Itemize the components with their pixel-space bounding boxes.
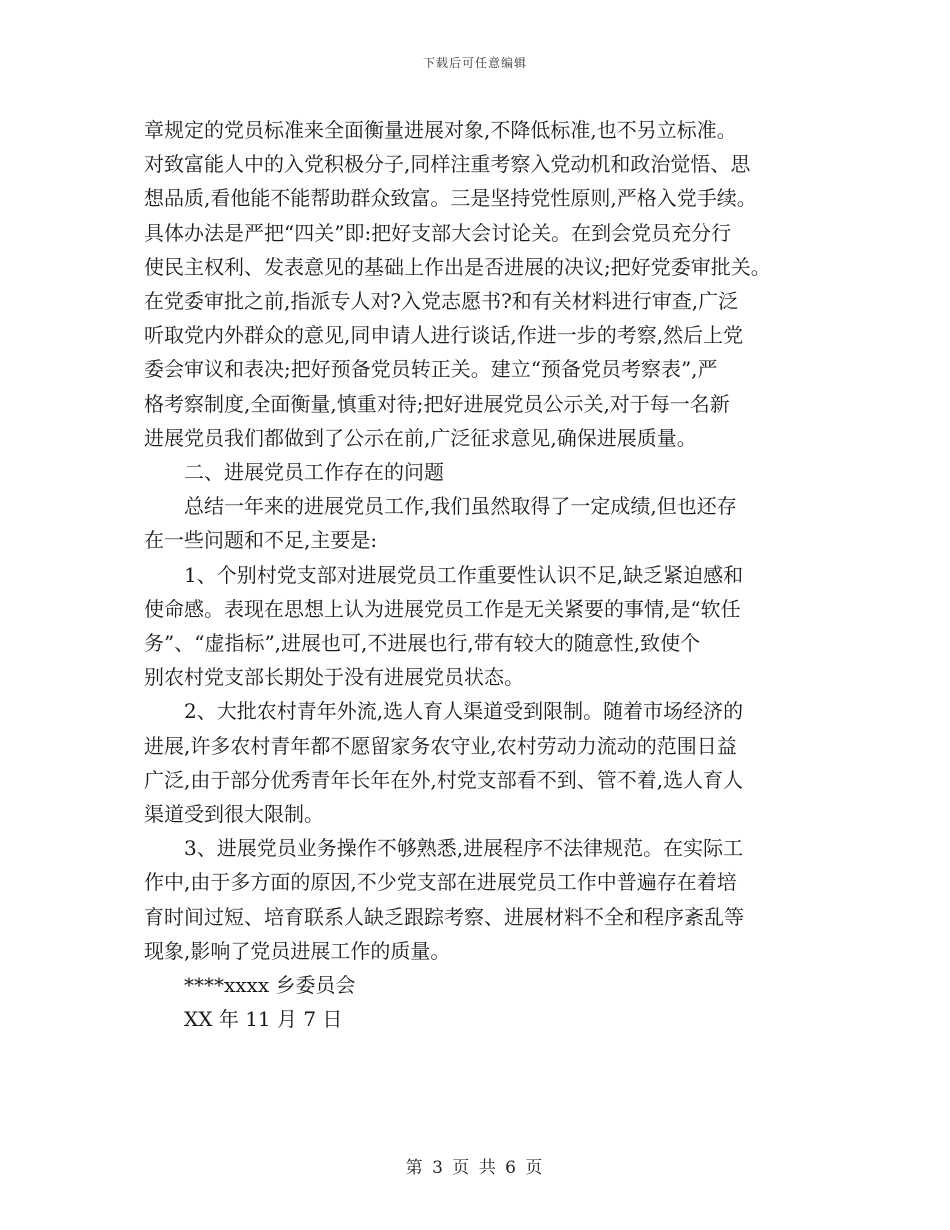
body-line: 总结一年来的进展党员工作,我们虽然取得了一定成绩,但也还存 [144, 494, 737, 519]
body-line: 在党委审批之前,指派专人对?入党志愿书?和有关材料进行审查,广泛 [144, 289, 739, 314]
body-line: 现象,影响了党员进展工作的质量。 [144, 938, 451, 963]
signature-org: ****xxxx 乡委员会 [144, 973, 356, 998]
body-line: 1、个别村党支部对进展党员工作重要性认识不足,缺乏紧迫感和 [144, 562, 744, 587]
body-line: 委会审议和表决;把好预备党员转正关。建立“预备党员考察表”,严 [144, 357, 718, 382]
body-line: 具体办法是严把“四关”即:把好支部大会讨论关。在到会党员充分行 [144, 220, 732, 245]
body-line: 进展,许多农村青年都不愿留家务农守业,农村劳动力流动的范围日益 [144, 733, 737, 758]
body-line: 广泛,由于部分优秀青年长年在外,村党支部看不到、管不着,选人育人 [144, 767, 744, 792]
body-line: 使民主权利、发表意见的基础上作出是否进展的决议;把好党委审批关。 [144, 254, 771, 279]
signature-date: XX 年 11 月 7 日 [144, 1007, 343, 1032]
body-line: 2、大批农村青年外流,选人育人渠道受到限制。随着市场经济的 [144, 699, 744, 724]
body-line: 作中,由于多方面的原因,不少党支部在进展党员工作中普遍存在着培 [144, 870, 737, 895]
body-line: 别农村党支部长期处于没有进展党员状态。 [144, 665, 524, 690]
body-line: 格考察制度,全面衡量,慎重对待;把好进展党员公示关,对于每一名新 [144, 391, 730, 416]
body-line: 章规定的党员标准来全面衡量进展对象,不降低标准,也不另立标准。 [144, 118, 737, 142]
document-body [144, 113, 816, 1036]
body-line: 在一些问题和不足,主要是: [144, 528, 378, 553]
page-number: 第 3 页 共 6 页 [405, 1158, 545, 1178]
section-heading: 二、进展党员工作存在的问题 [144, 460, 444, 485]
body-line: 进展党员我们都做到了公示在前,广泛征求意见,确保进展质量。 [144, 425, 697, 450]
body-line: 育时间过短、培育联系人缺乏跟踪考察、进展材料不全和程序紊乱等 [144, 904, 744, 929]
body-line: 想品质,看他能不能帮助群众致富。三是坚持党性原则,严格入党手续。 [144, 186, 757, 211]
body-line: 渠道受到很大限制。 [144, 802, 324, 827]
body-line: 3、进展党员业务操作不够熟悉,进展程序不法律规范。在实际工 [144, 836, 744, 861]
body-line: 对致富能人中的入党积极分子,同样注重考察入党动机和政治觉悟、思 [144, 152, 751, 177]
body-line: 务”、“虚指标”,进展也可,不进展也行,带有较大的随意性,致使个 [144, 631, 701, 656]
body-line: 使命感。表现在思想上认为进展党员工作是无关紧要的事情,是“软任 [144, 596, 741, 621]
body-line: 听取党内外群众的意见,同申请人进行谈话,作进一步的考察,然后上党 [144, 323, 744, 348]
page-header: 下载后可任意编辑 [422, 56, 527, 70]
